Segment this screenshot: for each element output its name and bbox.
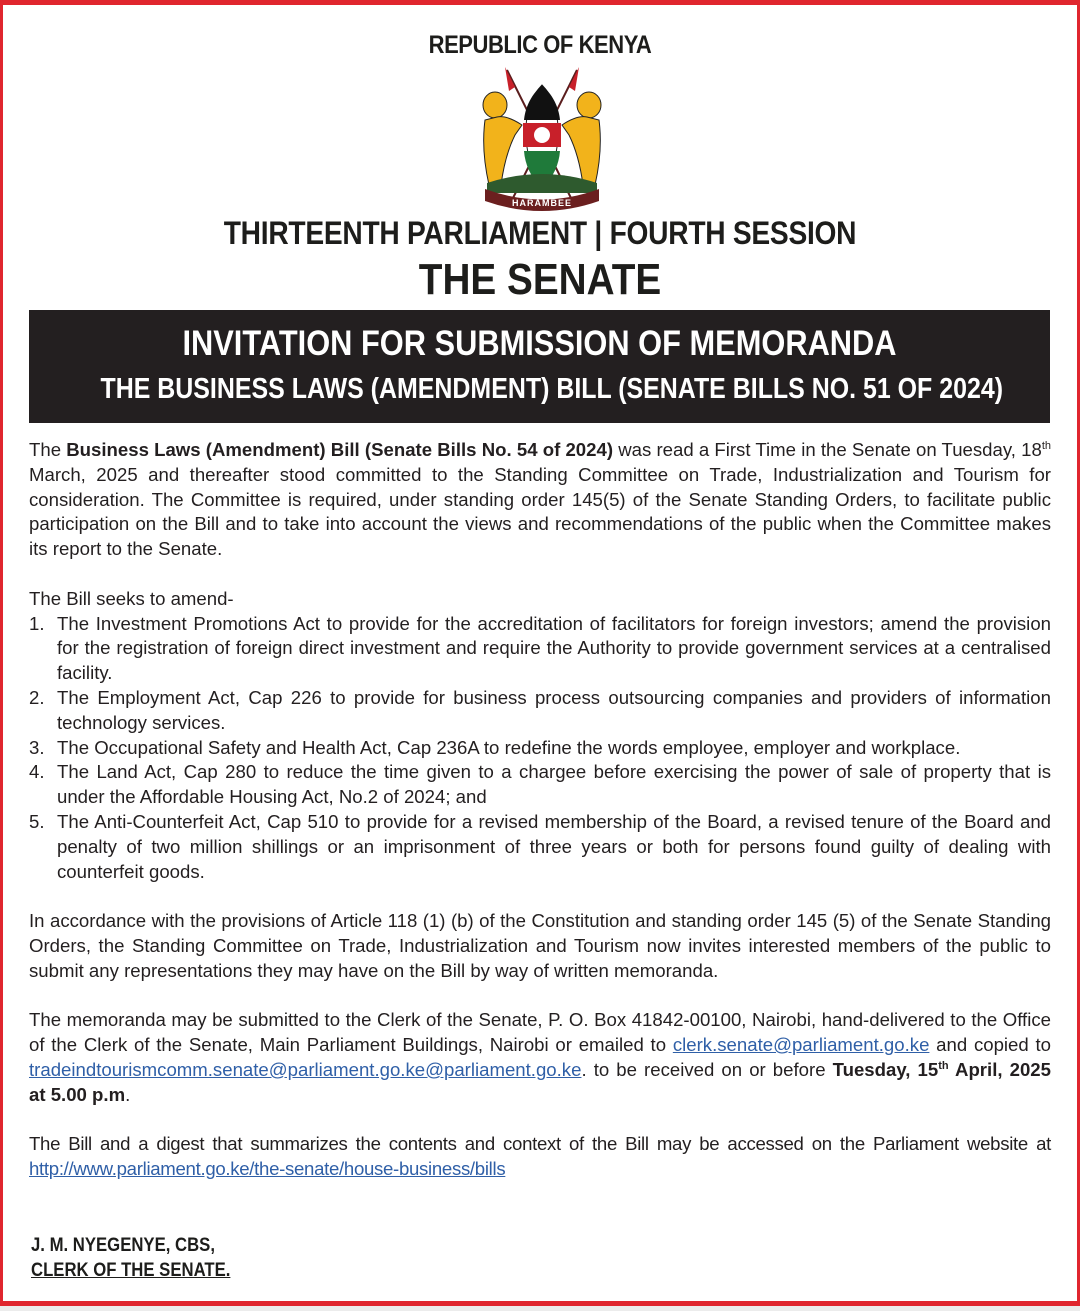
signatory-title: CLERK OF THE SENATE.: [31, 1260, 231, 1281]
submission-paragraph: The memoranda may be submitted to the Clerk of the Senate, P. O. Box 41842-00100, Nairobi, hand-delivered to the Office of the Clerk of the Senate, Main Parliament Buildings, Nairobi or emailed to clerk.senate@parliament.go.ke and copied to tradeindtourismcomm.senate@parliament.go.ke@parliament.go.ke. to be received on or before Tuesday, 15th April, 2025 at 5.00 p.m.: [29, 1009, 1051, 1105]
list-item: 5. The Anti-Counterfeit Act, Cap 510 to provide for a revised membership of the Board, a revised tenure of the Board and penalty of two million shillings or an imprisonment of three years or both for persons found guilty of dealing with counterfeit goods.: [29, 810, 1051, 882]
signature-block: [31, 1233, 230, 1283]
amendments-list: [29, 612, 1051, 885]
kenya-coat-of-arms-icon: [467, 65, 617, 215]
title-banner: [29, 310, 1050, 423]
notice-body: [29, 438, 1051, 1182]
deadline: Tuesday, 15th April, 2025 at 5.00 p.m: [29, 1058, 1051, 1105]
amendments-lead: The Bill seeks to amend-: [29, 587, 234, 609]
coat-motto: HARAMBEE: [511, 198, 573, 208]
list-item: 4. The Land Act, Cap 280 to reduce the time given to a chargee before exercising the power of sale of property that is under the Affordable Housing Act, No.2 of 2024; and: [29, 761, 1051, 808]
intro-paragraph: The Business Laws (Amendment) Bill (Senate Bills No. 54 of 2024) was read a First Time in the Senate on Tuesday, 18th March, 2025 and thereafter stood committed to the Standing Committee on Trade, Industrialization and Tourism for consideration. The Committee is required, under standing order 145(5) of the Senate Standing Orders, to facilitate public participation on the Bill and to take into account the views and recommendations of the public when the Committee makes its report to the Senate.: [29, 439, 1051, 560]
bill-name: Business Laws (Amendment) Bill (Senate Bills No. 54 of 2024): [66, 439, 614, 460]
republic-heading: REPUBLIC OF KENYA: [428, 31, 652, 59]
house-heading: THE SENATE: [418, 255, 662, 304]
parliament-website-link[interactable]: http://www.parliament.go.ke/the-senate/house-business/bills: [29, 1158, 506, 1180]
invitation-paragraph: In accordance with the provisions of Article 118 (1) (b) of the Constitution and standing order 145 (5) of the Senate Standing Orders, the Standing Committee on Trade, Industrialization and Tourism now invites interested members of the public to submit any representations they may have on the Bill by way of written memoranda.: [29, 910, 1051, 981]
parliament-session-heading: THIRTEENTH PARLIAMENT | FOURTH SESSION: [223, 215, 857, 251]
clerk-email-link[interactable]: clerk.senate@parliament.go.ke: [672, 1034, 930, 1056]
list-item: 2. The Employment Act, Cap 226 to provide for business process outsourcing companies and providers of information technology services.: [29, 686, 1051, 733]
access-paragraph: The Bill and a digest that summarizes the contents and context of the Bill may be accessed on the Parliament website at http://www.parliament.go.ke/the-senate/house-business/bills: [29, 1133, 1051, 1180]
list-item: 3. The Occupational Safety and Health Act, Cap 236A to redefine the words employee, employer and workplace.: [29, 736, 961, 758]
banner-subtitle: THE BUSINESS LAWS (AMENDMENT) BILL (SENATE BILLS NO. 51 OF 2024): [100, 373, 1004, 405]
signatory-name: J. M. NYEGENYE, CBS,: [31, 1235, 215, 1256]
banner-title: INVITATION FOR SUBMISSION OF MEMORANDA: [182, 324, 897, 363]
list-item: 1. The Investment Promotions Act to provide for the accreditation of facilitators for foreign investors; amend the provision for the registration of foreign direct investment and require the Authority to provide government services at a centralised facility.: [29, 612, 1051, 684]
committee-email-link[interactable]: tradeindtourismcomm.senate@parliament.go.ke@parliament.go.ke: [29, 1058, 582, 1080]
